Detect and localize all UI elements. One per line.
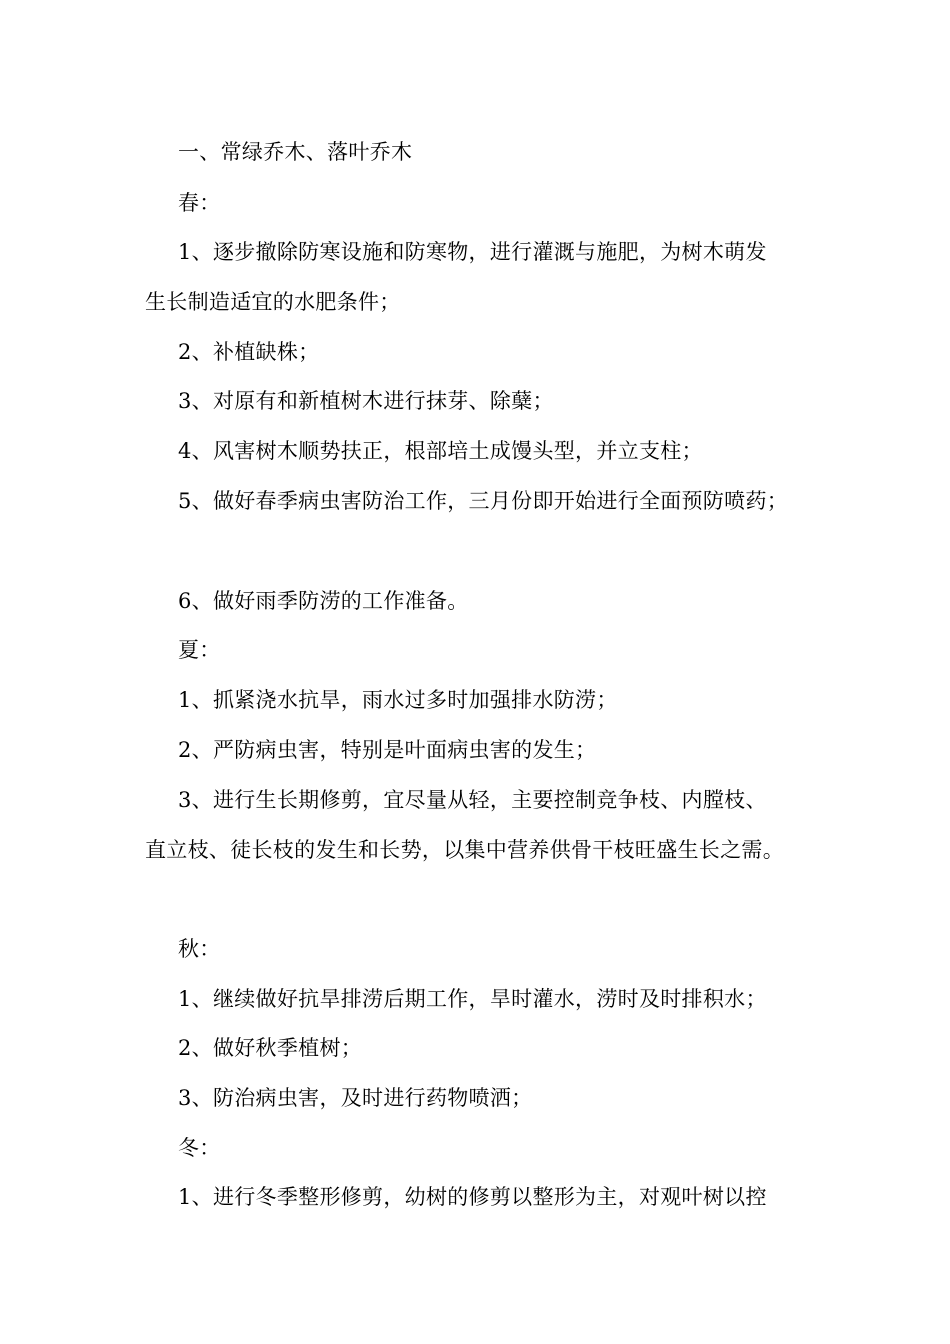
autumn-item-2: 2、做好秋季植树；	[178, 1036, 363, 1060]
spring-item-4: 4、风害树木顺势扶正，根部培土成馒头型，并立支柱；	[178, 439, 703, 463]
autumn-item-1: 1、继续做好抗旱排涝后期工作，旱时灌水，涝时及时排积水；	[178, 987, 767, 1011]
winter-item-1-line-1: 1、进行冬季整形修剪，幼树的修剪以整形为主，对观叶树以控	[178, 1185, 767, 1209]
summer-item-3-line-1: 3、进行生长期修剪，宜尽量从轻，主要控制竞争枝、内膛枝、	[178, 788, 767, 812]
section-heading: 一、常绿乔木、落叶乔木	[178, 140, 413, 164]
summer-item-1: 1、抓紧浇水抗旱，雨水过多时加强排水防涝；	[178, 688, 618, 712]
summer-item-2: 2、严防病虫害，特别是叶面病虫害的发生；	[178, 738, 597, 762]
spring-item-1-line-1: 1、逐步撤除防寒设施和防寒物，进行灌溉与施肥，为树木萌发	[178, 240, 767, 264]
summer-title: 夏：	[178, 638, 221, 662]
spring-item-1-line-2: 生长制造适宜的水肥条件；	[145, 290, 401, 314]
autumn-title: 秋：	[178, 937, 221, 961]
summer-item-3-line-2: 直立枝、徒长枝的发生和长势，以集中营养供骨干枝旺盛生长之需。	[145, 838, 784, 862]
spring-item-6: 6、做好雨季防涝的工作准备。	[178, 589, 469, 613]
winter-title: 冬：	[178, 1136, 221, 1160]
spring-item-2: 2、补植缺株；	[178, 340, 320, 364]
autumn-item-3: 3、防治病虫害，及时进行药物喷洒；	[178, 1086, 533, 1110]
spring-item-3: 3、对原有和新植树木进行抹芽、除蘖；	[178, 389, 554, 413]
spring-title: 春：	[178, 191, 221, 215]
spring-item-5: 5、做好春季病虫害防治工作，三月份即开始进行全面预防喷药；	[178, 489, 789, 513]
